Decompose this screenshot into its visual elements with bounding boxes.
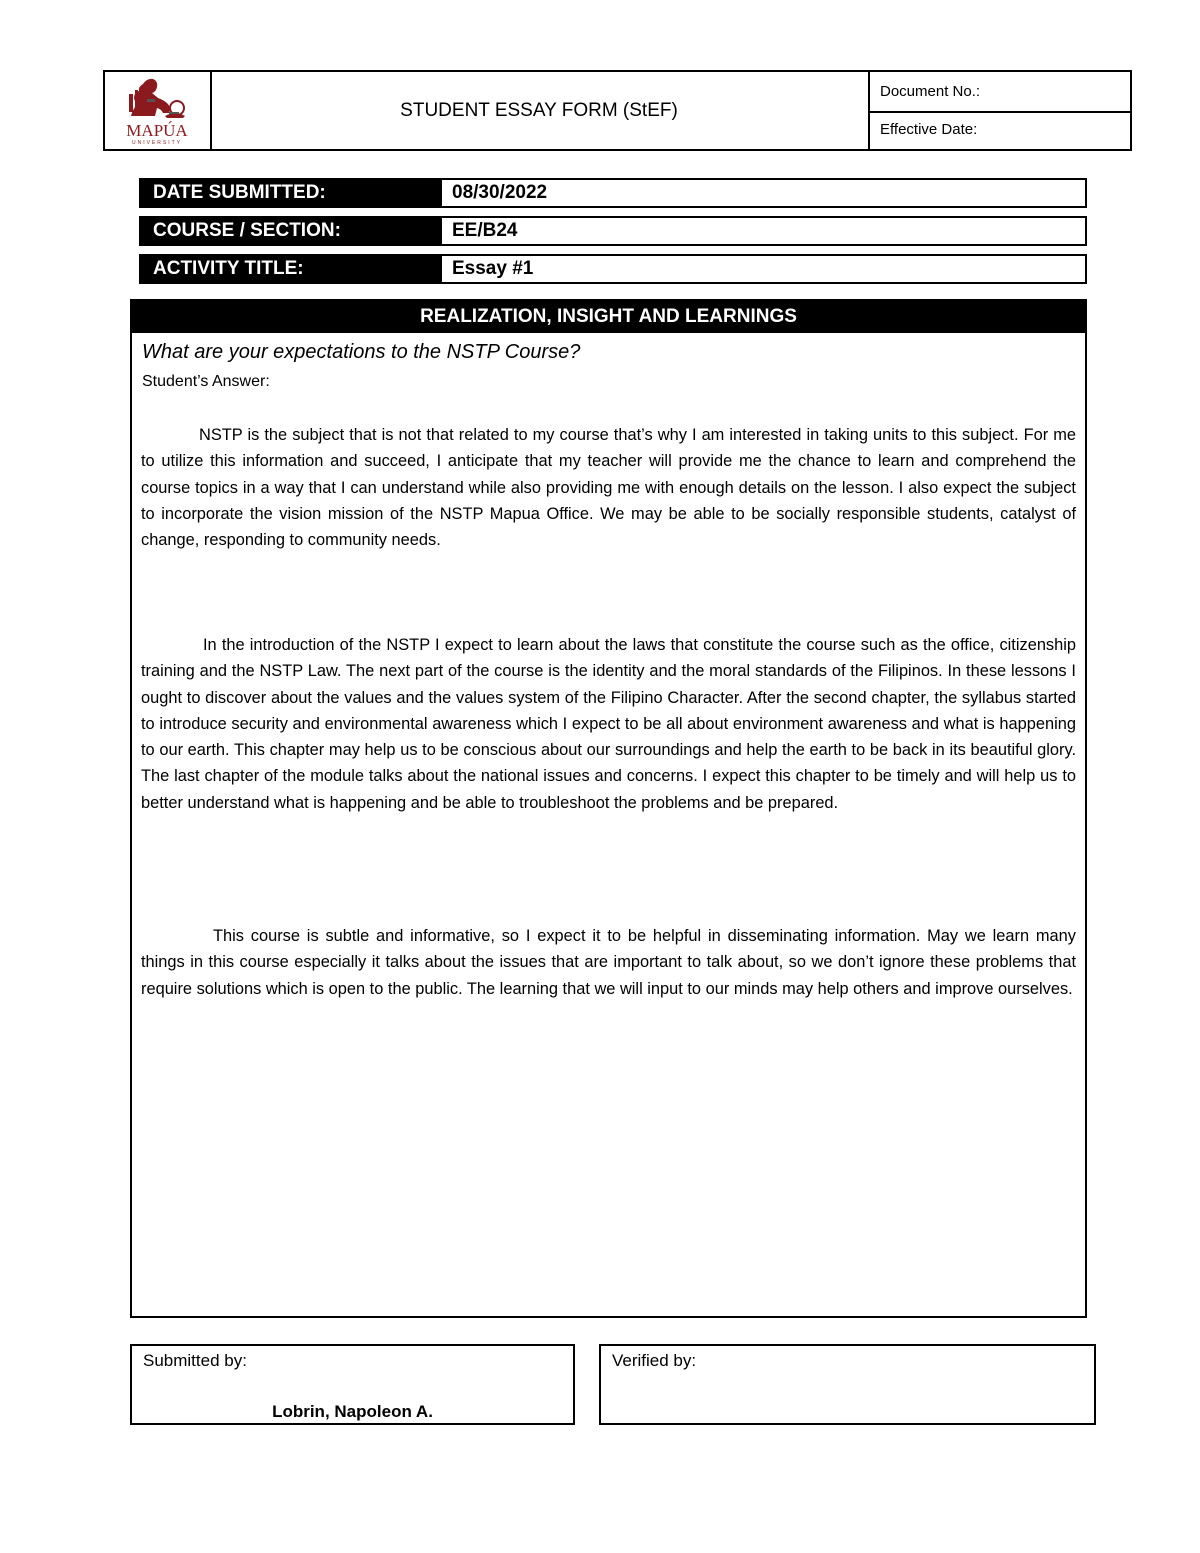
form-header [103, 70, 1132, 151]
document-no-label: Document No.: [868, 72, 1130, 113]
activity-title-label: ACTIVITY TITLE: [141, 256, 442, 282]
date-submitted-value: 08/30/2022 [452, 182, 548, 203]
submitted-by-label: Submitted by: [143, 1351, 247, 1370]
essay-question: What are your expectations to the NSTP Course? [142, 341, 581, 363]
effective-date-label: Effective Date: [880, 121, 978, 139]
logo-wordmark: MAPÚA [126, 121, 188, 140]
section-title: REALIZATION, INSIGHT AND LEARNINGS [132, 301, 1085, 333]
submitted-by-box [130, 1344, 575, 1425]
essay-paragraph: In the introduction of the NSTP I expect to learn about the laws that constitute the course such as the office, citizenship training and the NSTP Law. The next part of the course is the identity and the moral standards of the Filipinos. In these lessons I ought to discover about the values and the values system of the Filipino Character. After the second chapter, the syllabus started to introduce security and environmental awareness which I expect to be all about environment awareness and what is happening to our earth. This chapter may help us to be conscious about our surroundings and help the earth to be back in its beautiful glory. The last chapter of the module talks about the national issues and concerns. I expect this chapter to be timely and will help us to better understand what is happening and be able to troubleshoot the problems and be prepared. [141, 636, 1076, 812]
course-section-value: EE/B24 [452, 220, 518, 241]
date-submitted-row [139, 178, 1087, 208]
document-meta [868, 72, 1130, 149]
form-title: STUDENT ESSAY FORM (StEF) [210, 72, 870, 149]
course-section-label: COURSE / SECTION: [141, 218, 442, 244]
verified-by-box [599, 1344, 1096, 1425]
date-submitted-label: DATE SUBMITTED: [141, 180, 442, 206]
activity-title-row [139, 254, 1087, 284]
logo-cell [105, 72, 212, 149]
activity-title-value: Essay #1 [452, 258, 534, 279]
essay-paragraph: NSTP is the subject that is not that related to my course that’s why I am interested in taking units to this subject. For me to utilize this information and succeed, I anticipate that my teacher will provide me the chance to learn and comprehend the course topics in a way that I can understand while also providing me with enough details on the lesson. I also expect the subject to incorporate the vision mission of the NSTP Mapua Office. We may be able to be socially responsible students, catalyst of change, responding to community needs. [141, 426, 1076, 550]
submitted-by-name: Lobrin, Napoleon A. [272, 1402, 433, 1421]
course-section-row [139, 216, 1087, 246]
university-logo [105, 72, 210, 149]
essay-paragraph: This course is subtle and informative, so I expect it to be helpful in disseminating information. May we learn many things in this course especially it talks about the issues that are important to talk about, so we don’t ignore these problems that require solutions which is open to the public. The learning that we will input to our minds may help others and improve ourselves. [141, 927, 1076, 998]
logo-subtext: UNIVERSITY [131, 140, 183, 146]
verified-by-label: Verified by: [612, 1351, 697, 1370]
answer-label: Student’s Answer: [142, 373, 270, 390]
